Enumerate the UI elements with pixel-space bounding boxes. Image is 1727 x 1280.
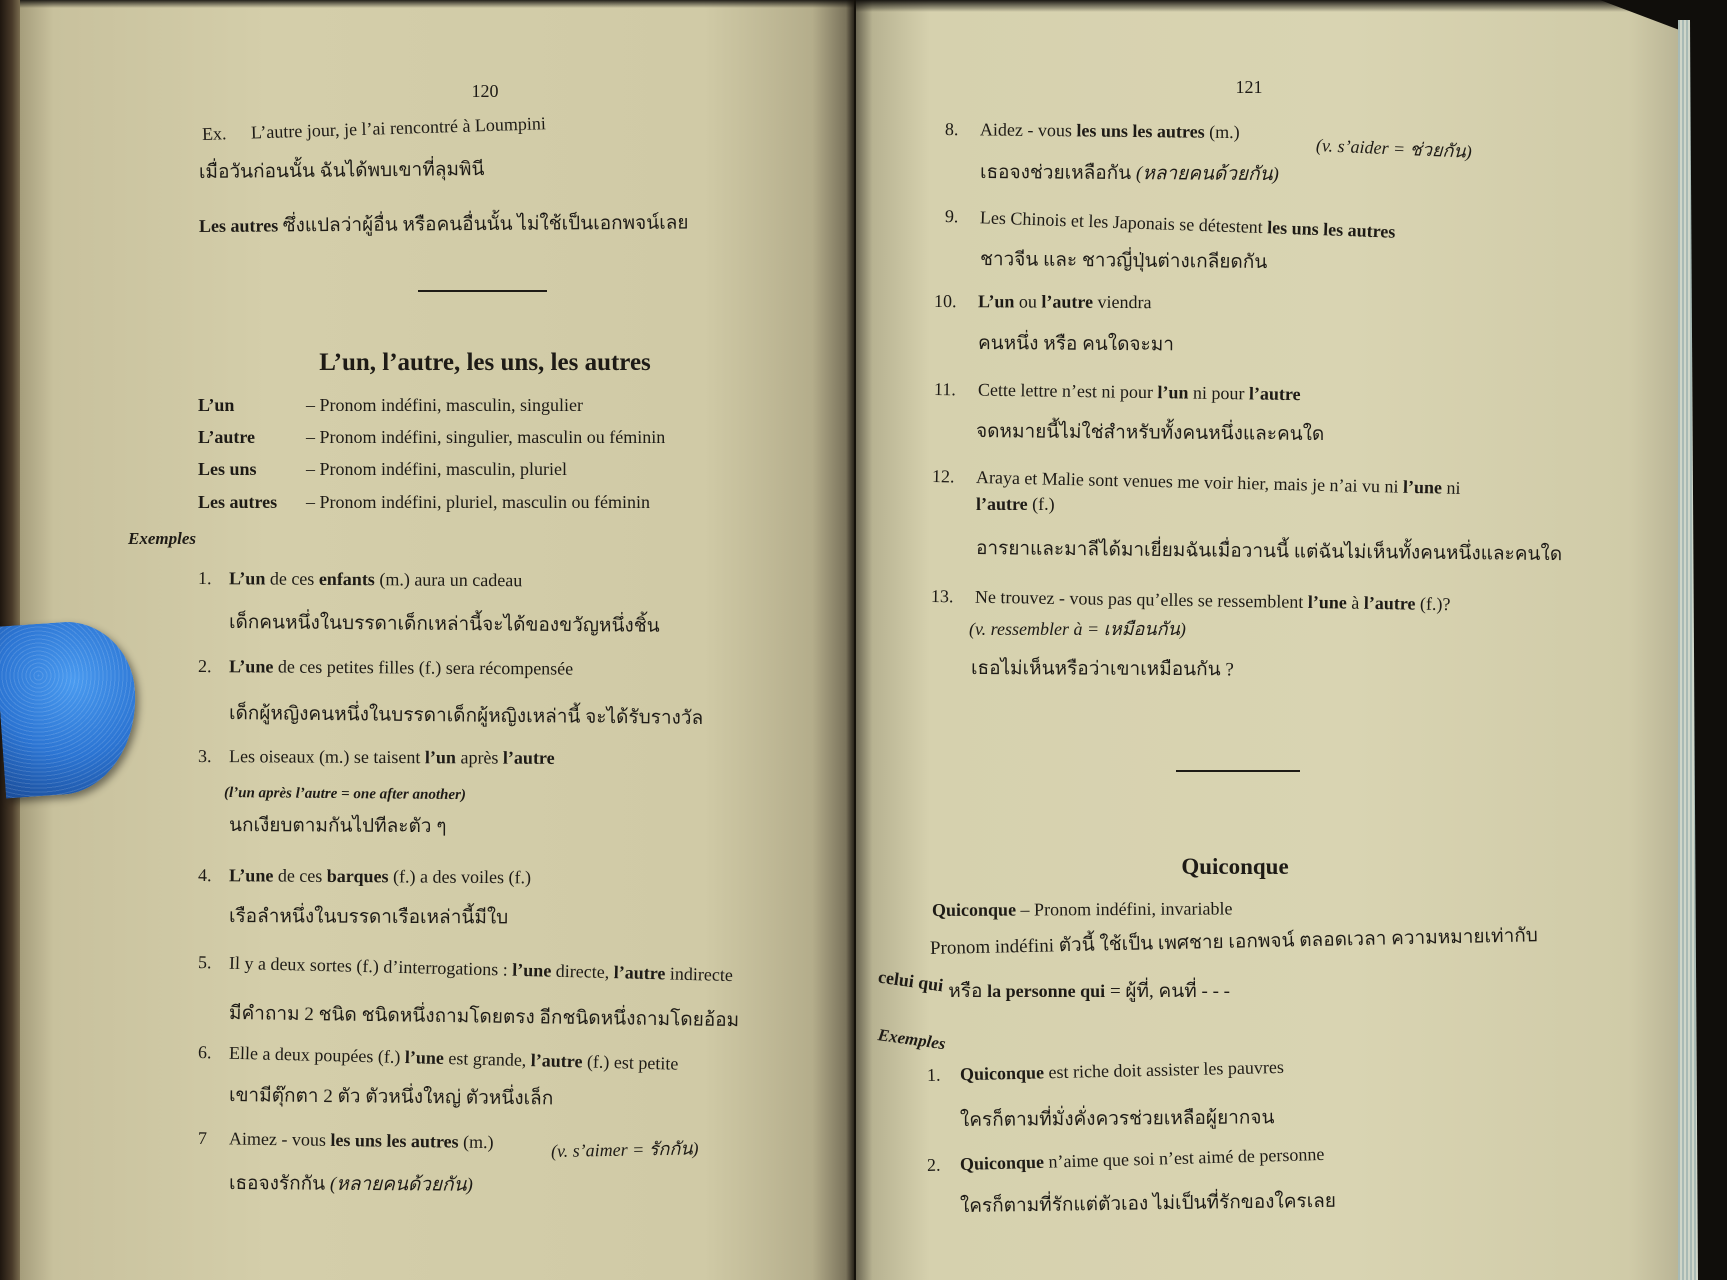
sentence-part: Les oiseaux (m.) se taisent	[228, 746, 426, 768]
intro-example-thai: เมื่อวันก่อนนั้น ฉันได้พบเขาที่ลุมพินี	[198, 159, 485, 183]
example-number: 7	[197, 1128, 208, 1149]
example-11-thai: จดหมายนี้ไม่ใช่สำหรับทั้งคนหนึ่งและคนใด	[975, 421, 1325, 446]
example-5-sentence	[198, 950, 733, 987]
sentence-part: après	[455, 747, 504, 768]
example-number: 2.	[197, 656, 212, 677]
example-number: 1.	[926, 1064, 941, 1085]
sentence-part: directe,	[551, 960, 615, 983]
example-3-sentence	[198, 744, 555, 770]
examples-label: Exemples	[128, 529, 196, 548]
ex-label: Ex.	[201, 123, 227, 144]
examples-label: Exemples	[876, 1025, 947, 1054]
example-10-sentence	[934, 289, 1152, 314]
thai-note: (หลายคนด้วยกัน)	[329, 1173, 473, 1196]
example-6-thai: เขามีตุ๊กตา 2 ตัว ตัวหนึ่งใหญ่ ตัวหนึ่งเล็ก	[228, 1085, 554, 1110]
note-term: Les autres	[198, 215, 279, 236]
example-7-note: (v. s’aimer = รักกัน)	[550, 1138, 699, 1161]
example-number: 1.	[197, 568, 212, 589]
example-13-note: (v. ressembler à = เหมือนกัน)	[969, 619, 1186, 639]
example-13-thai: เธอไม่เห็นหรือว่าเขาเหมือนกัน ?	[970, 658, 1234, 681]
thai-text: เธอจงช่วยเหลือกัน	[979, 162, 1132, 185]
sentence-part: L’une	[228, 865, 274, 886]
example-5-thai: มีคำถาม 2 ชนิด ชนิดหนึ่งถามโดยตรง อีกชนิดหนึ่งถามโดยอ้อม	[228, 1003, 740, 1032]
sentence-part: Quiconque	[959, 1062, 1045, 1085]
example-2-sentence	[198, 654, 573, 681]
quiconque-definition	[932, 896, 1233, 922]
sentence-part: les uns les autres	[1076, 120, 1205, 142]
example-9-sentence	[945, 204, 1396, 244]
example-4-sentence	[198, 863, 531, 889]
sentence-part: l’autre	[502, 747, 555, 768]
quiconque-example-2-sentence	[927, 1142, 1325, 1177]
example-number: 3.	[197, 746, 212, 767]
definition-desc: – Pronom indéfini, singulier, masculin ou féminin	[306, 427, 666, 447]
example-number: 10.	[933, 291, 957, 312]
example-7-sentence	[198, 1126, 494, 1154]
sentence-part: enfants	[318, 568, 375, 590]
example-8-sentence	[945, 117, 1240, 144]
definition-desc: – Pronom indéfini, invariable	[1015, 898, 1233, 920]
equivalence-part: la personne qui	[987, 981, 1106, 1001]
example-number: 4.	[197, 865, 212, 886]
example-number: 12.	[931, 466, 955, 487]
sentence-part: Il y a deux sortes (f.) d’interrogations :	[228, 952, 513, 980]
left-page	[20, 0, 854, 1280]
sentence-part: est riche doit assister les pauvres	[1043, 1056, 1285, 1083]
example-3-thai: นกเงียบตามกันไปทีละตัว ๆ	[228, 815, 447, 838]
definition-desc: – Pronom indéfini, pluriel, masculin ou féminin	[306, 492, 650, 512]
sentence-part: ni	[1441, 477, 1461, 498]
sentence-part: l’une	[404, 1047, 445, 1069]
section-divider	[1176, 770, 1300, 772]
definition-desc: – Pronom indéfini, masculin, singulier	[306, 395, 583, 415]
example-12-sentence-continued	[976, 492, 1055, 516]
sentence-part: l’une	[1307, 591, 1348, 613]
example-1-thai: เด็กคนหนึ่งในบรรดาเด็กเหล่านี้จะได้ของขวัญหนึ่งชิ้น	[228, 612, 660, 637]
definition-term: Les uns	[198, 459, 257, 479]
sentence-part: à	[1346, 592, 1365, 613]
page-number-left: 120	[471, 81, 499, 101]
sentence-part: l’un	[424, 747, 457, 768]
example-10-thai: คนหนึ่ง หรือ คนใดจะมา	[977, 333, 1175, 356]
definition-term: Quiconque	[931, 899, 1017, 920]
example-number: 11.	[933, 379, 956, 400]
quiconque-example-1-thai: ใครก็ตามที่มั่งคั่งควรช่วยเหลือผู้ยากจน	[959, 1107, 1275, 1131]
thai-note: (หลายคนด้วยกัน)	[1135, 163, 1279, 186]
sentence-part: L’une	[228, 656, 274, 677]
sentence-part: Cette lettre n’est ni pour	[977, 379, 1158, 403]
example-1-sentence	[198, 566, 522, 592]
sentence-part: l’autre	[613, 962, 666, 984]
sentence-part: (m.)	[1204, 121, 1240, 143]
sentence-part: Elle a deux poupées (f.)	[228, 1042, 406, 1068]
equivalence-part: celui qui	[876, 966, 945, 996]
example-number: 5.	[197, 952, 212, 973]
sentence-part: n’aime que soi n’est aimé de personne	[1043, 1143, 1325, 1172]
example-11-sentence	[934, 377, 1301, 406]
sentence-part: l’autre	[530, 1050, 583, 1072]
sentence-part: de ces	[265, 568, 319, 589]
example-number: 6.	[197, 1042, 212, 1063]
sentence-part: Aidez - vous	[979, 119, 1077, 141]
sentence-part: l’autre	[1248, 383, 1301, 405]
example-9-thai: ชาวจีน และ ชาวญี่ปุ่นต่างเกลียดกัน	[979, 249, 1268, 274]
thai-text: เธอจงรักกัน	[228, 1173, 326, 1195]
example-3-note: (l’un après l’autre = one after another)	[223, 785, 466, 804]
sentence-part: (m.) aura un cadeau	[374, 569, 523, 591]
page-number-right: 121	[1235, 77, 1263, 97]
intro-example-line	[202, 111, 547, 146]
definition-term: Les autres	[198, 492, 278, 512]
equivalence-part: หรือ	[943, 981, 988, 1002]
sentence-part: L’un	[977, 291, 1015, 312]
definition-term: L’un	[198, 395, 235, 415]
sentence-part: les uns les autres	[330, 1129, 459, 1152]
definition-term: L’autre	[198, 427, 256, 447]
example-number: 8.	[944, 119, 959, 140]
quiconque-explanation: Pronom indéfini ตัวนี้ ใช้เป็น เพศชาย เอกพจน์ ตลอดเวลา ความหมายเท่ากับ	[929, 925, 1539, 959]
sentence-part: Les Chinois et les Japonais se détestent	[979, 207, 1268, 238]
quiconque-example-2-thai: ใครก็ตามที่รักแต่ตัวเอง ไม่เป็นที่รักของใครเลย	[959, 1190, 1337, 1217]
page-stack-edge	[1678, 20, 1698, 1280]
example-number: 2.	[926, 1154, 941, 1175]
les-autres-note	[199, 211, 689, 239]
sentence-part: l’une	[512, 959, 552, 981]
definition-desc: – Pronom indéfini, masculin, pluriel	[306, 459, 567, 479]
ex-sentence: L’autre jour, je l’ai rencontré à Loumpini	[250, 113, 547, 143]
sentence-part: (f.)?	[1415, 593, 1451, 615]
sentence-part: l’une	[1402, 476, 1443, 498]
sentence-part: ni pour	[1188, 382, 1250, 404]
example-8-note: (v. s’aider = ช่วยกัน)	[1315, 135, 1473, 162]
sentence-part: les uns les autres	[1266, 217, 1396, 242]
sentence-part: barques	[326, 865, 389, 887]
example-12-thai: อารยาและมาลีได้มาเยี่ยมฉันเมื่อวานนี้ แต่ฉันไม่เห็นทั้งคนหนึ่งและคนใด	[975, 538, 1563, 566]
sentence-part: Araya et Malie sont venues me voir hier, mais je n’ai vu ni	[975, 467, 1404, 497]
sentence-part: de ces petites filles (f.) sera récompensée	[273, 656, 574, 679]
sentence-part: Ne trouvez - vous pas qu’elles se ressemblent	[974, 586, 1309, 612]
sentence-part: indirecte	[665, 963, 734, 986]
example-8-thai-line	[980, 161, 1279, 187]
example-7-thai-line	[229, 1172, 473, 1198]
quiconque-example-1-sentence	[927, 1055, 1284, 1087]
sentence-part: Aimez - vous	[228, 1128, 331, 1150]
equivalence-part: = ผู้ที่, คนที่ - - -	[1105, 981, 1231, 1002]
sentence-part: ou	[1014, 291, 1042, 312]
sentence-part: viendra	[1092, 291, 1152, 313]
sentence-part: l’autre	[1363, 592, 1416, 614]
note-thai: ซึ่งแปลว่าผู้อื่น หรือคนอื่นนั้น ไม่ใช้เป็นเอกพจน์เลย	[282, 212, 689, 237]
example-number: 13.	[930, 586, 954, 607]
sentence-part: (f.) est petite	[582, 1051, 679, 1074]
example-6-sentence	[198, 1040, 679, 1076]
quiconque-title: Quiconque	[1181, 854, 1289, 879]
quiconque-equivalence	[876, 966, 1231, 1004]
example-13-sentence	[931, 584, 1451, 616]
sentence-part: est grande,	[443, 1048, 532, 1071]
right-page	[856, 0, 1678, 1280]
example-2-thai: เด็กผู้หญิงคนหนึ่งในบรรดาเด็กผู้หญิงเหล่านี้ จะได้รับรางวัล	[228, 703, 704, 729]
sentence-part: L’un	[228, 568, 266, 589]
example-4-thai: เรือลำหนึ่งในบรรดาเรือเหล่านี้มีใบ	[228, 906, 509, 929]
sentence-part: l’autre	[976, 494, 1028, 514]
section-divider	[418, 290, 547, 292]
sentence-part: l’autre	[1041, 291, 1094, 312]
sentence-part: (f.)	[1027, 494, 1055, 514]
sentence-part: l’un	[1157, 382, 1189, 403]
sentence-part: (m.)	[458, 1131, 494, 1153]
example-number: 9.	[944, 206, 959, 227]
sentence-part: (f.) a des voiles (f.)	[388, 866, 532, 888]
section-title: L’un, l’autre, les uns, les autres	[319, 349, 651, 376]
sentence-part: de ces	[273, 865, 327, 886]
sentence-part: Quiconque	[959, 1151, 1045, 1175]
